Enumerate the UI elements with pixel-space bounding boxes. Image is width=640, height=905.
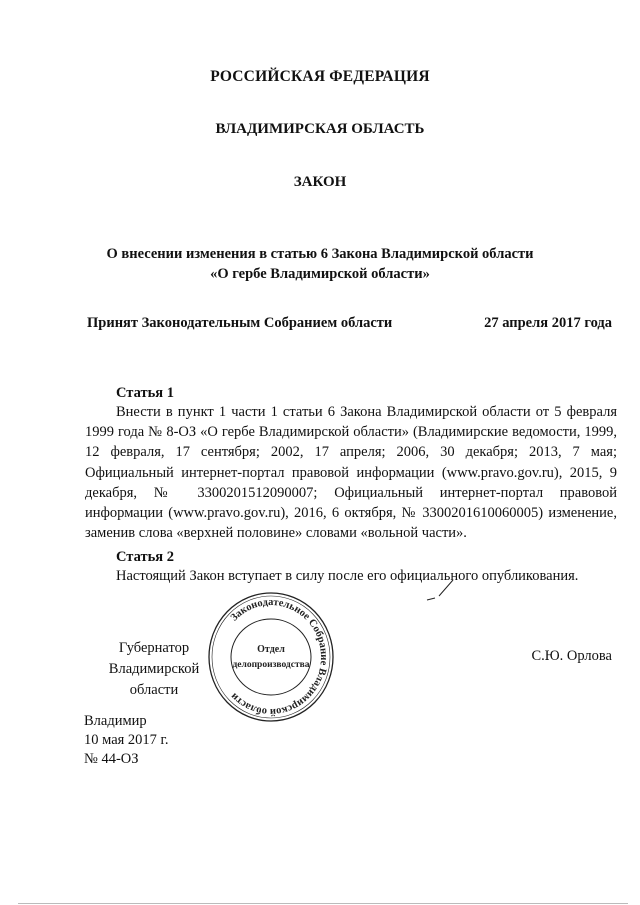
- governor-title-line2: Владимирской области: [108, 661, 200, 698]
- stamp-ring-text: Законодательное Собрание Владимирской области: [228, 596, 330, 718]
- country-heading: РОССИЙСКАЯ ФЕДЕРАЦИЯ: [210, 68, 430, 85]
- law-title-line1: О внесении изменения в статью 6 Закона Владимирской области: [106, 246, 534, 262]
- article2-text: Настоящий Закон вступает в силу после его официального опубликования.: [116, 568, 579, 584]
- place-and-date: [84, 712, 169, 769]
- law-title-line2: «О гербе Владимирской области»: [210, 266, 430, 282]
- article1-heading: Статья 1: [116, 385, 174, 401]
- region-heading: ВЛАДИМИРСКАЯ ОБЛАСТЬ: [215, 121, 425, 137]
- city: Владимир: [84, 713, 147, 729]
- doc-type-heading: ЗАКОН: [293, 174, 347, 190]
- article1-text: Внести в пункт 1 части 1 статьи 6 Закона Владимирской области от 5 февраля 1999 года № 8-ОЗ «О гербе Владимирской области» (Владимирские ведомости, 1999, 12 февраля, 17 сентября; 2002, 17 апреля; 2006, 30 декабря; 2013, 7 мая; Официальный интернет-портал правовой информации (www.pravo.gov.ru), 2015, 9 декабря, № 3300201512090007; Официальный интернет-портал правовой информации (www.pravo.gov.ru), 2016, 6 октября, № 3300201610060005) изменение, заменив слова «верхней половине» словами «вольной части».: [85, 404, 617, 542]
- page-bottom-edge: [18, 903, 628, 904]
- stamp-center-line1: Отдел: [257, 644, 285, 655]
- law-number: № 44-ОЗ: [84, 751, 139, 767]
- signature-mark: [425, 578, 455, 609]
- adoption-label: Принят Законодательным Собранием области: [87, 315, 393, 331]
- adoption-date: 27 апреля 2017 года: [484, 315, 612, 331]
- signing-date: 10 мая 2017 г.: [84, 732, 169, 748]
- governor-title: [84, 638, 224, 701]
- official-stamp: [206, 590, 336, 725]
- stamp-center-line2: делопроизводства: [232, 660, 310, 670]
- governor-title-line1: Губернатор: [118, 640, 190, 656]
- article2-heading: Статья 2: [116, 549, 174, 565]
- signatory-name: С.Ю. Орлова: [531, 648, 612, 664]
- law-title: [0, 244, 640, 284]
